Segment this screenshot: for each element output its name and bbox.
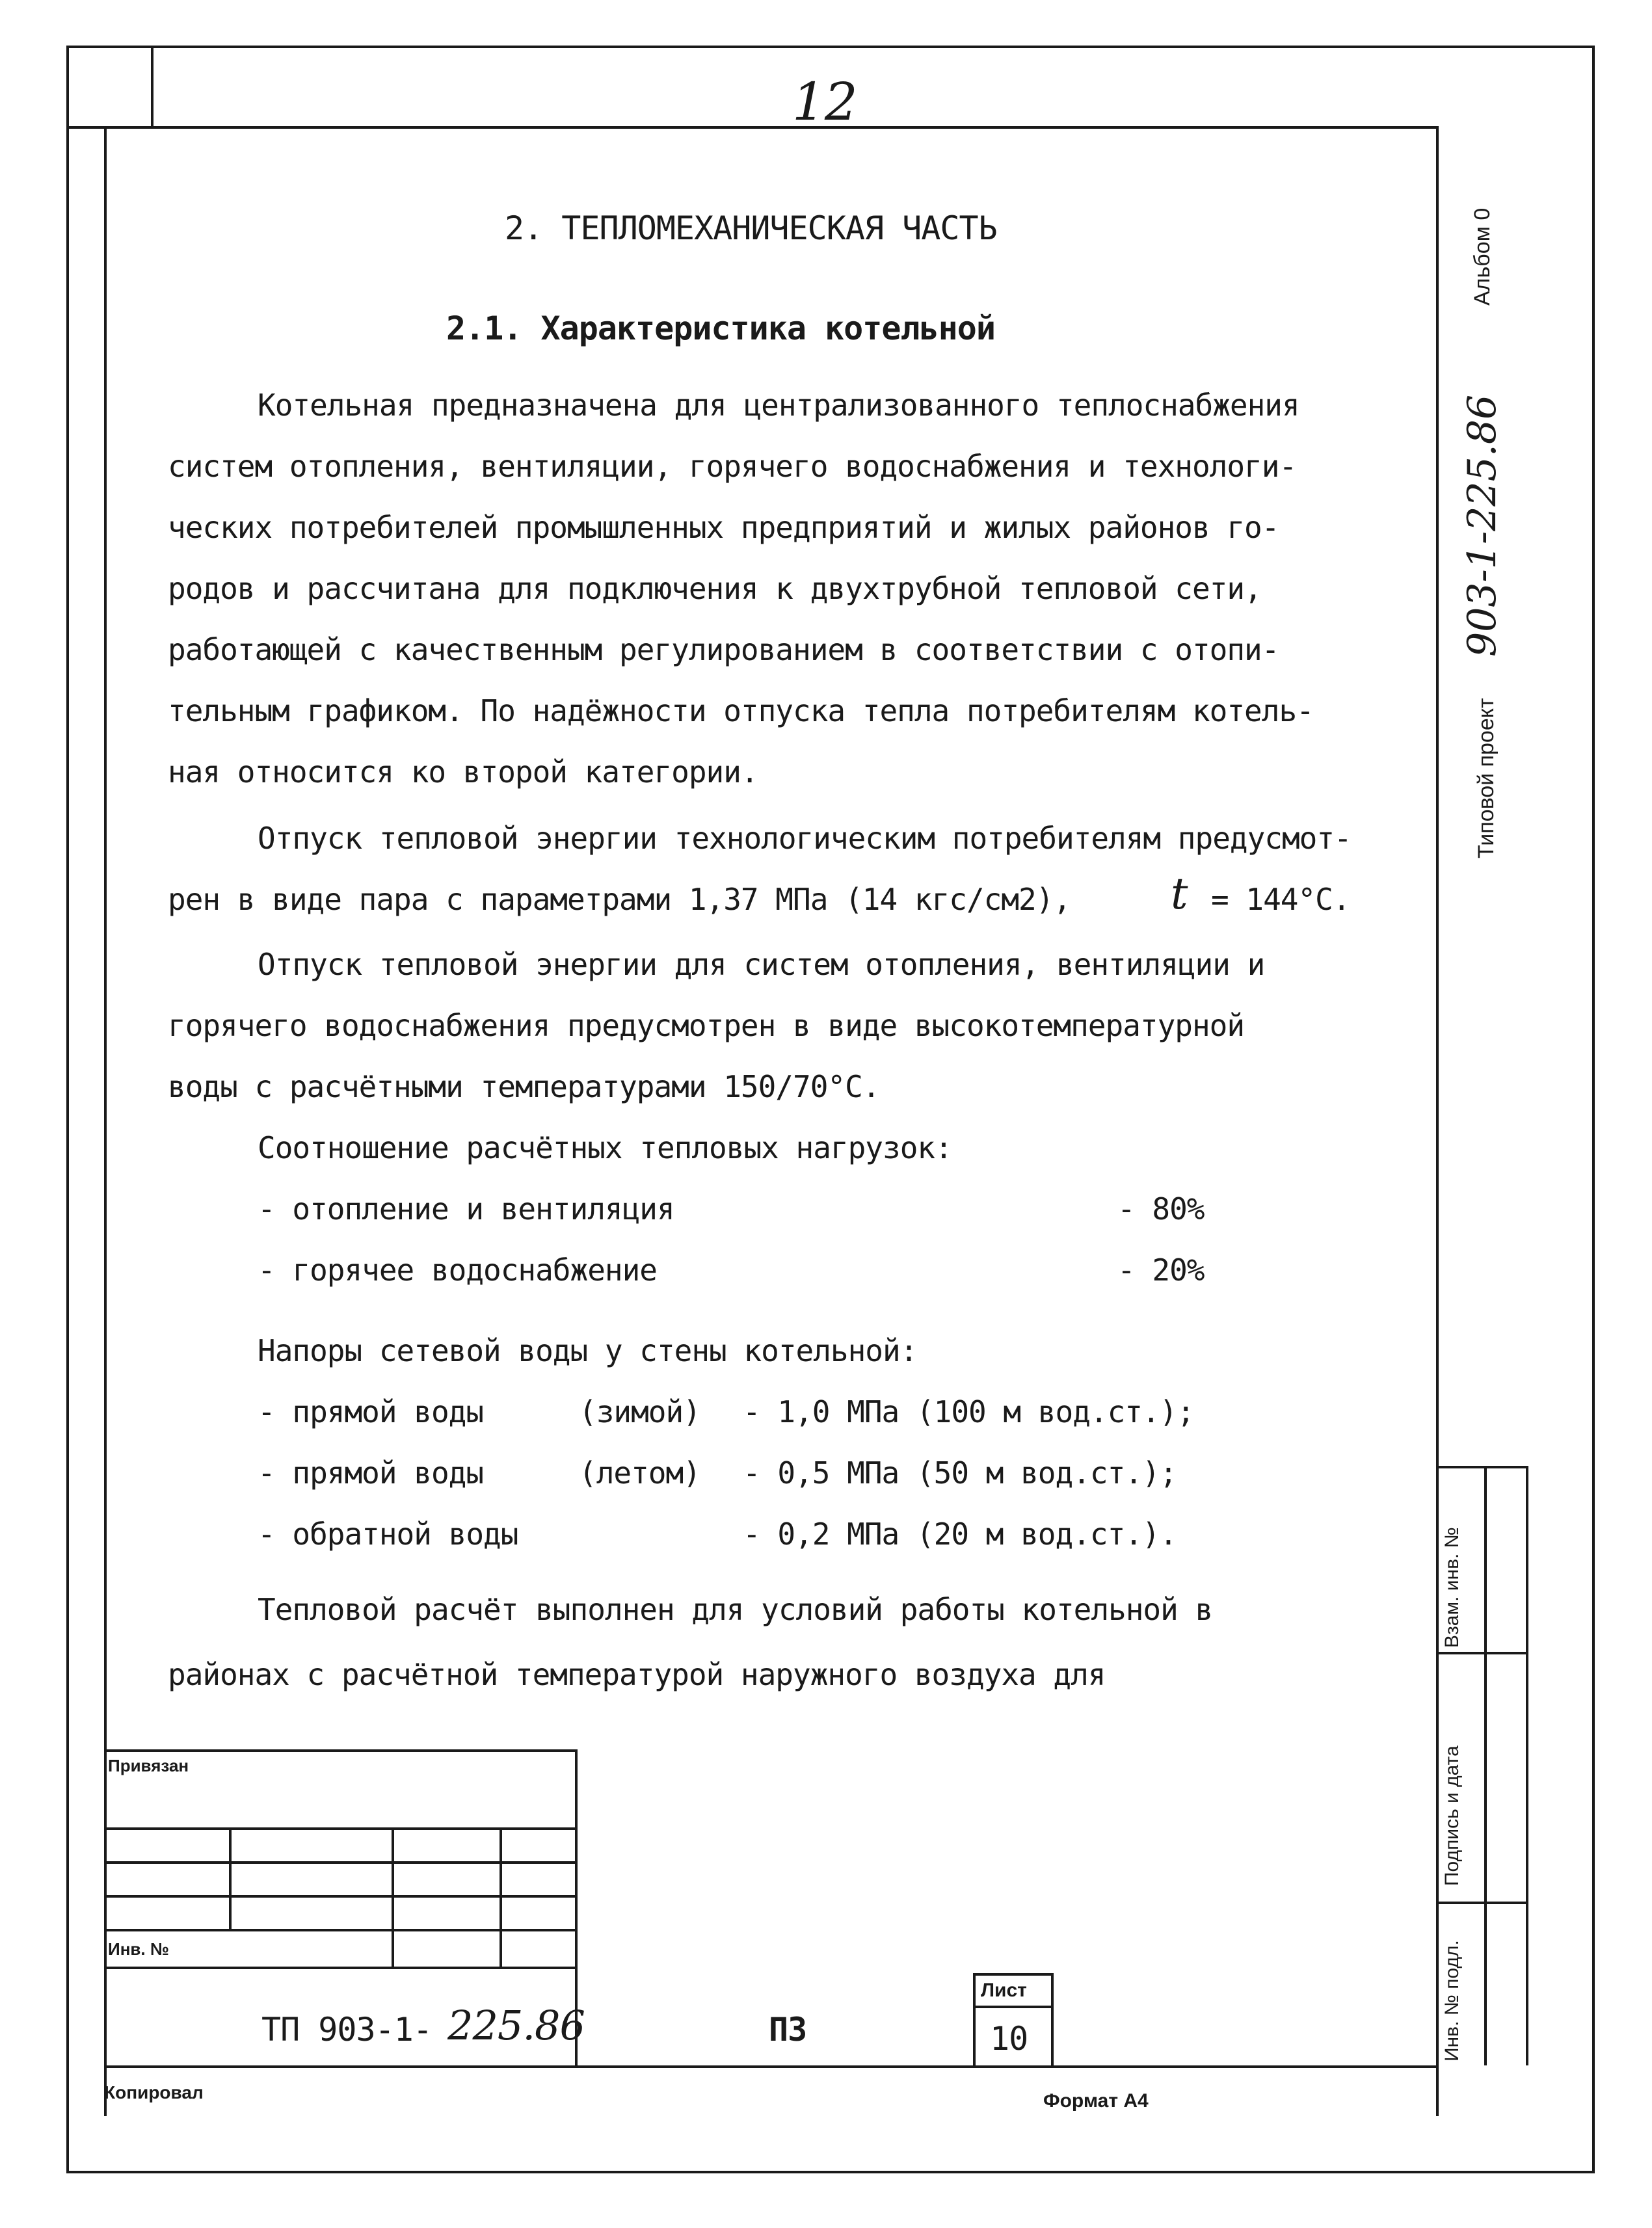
project-label: Типовой проект [1474,698,1499,858]
bind-h3 [104,1895,578,1898]
steam-temp-value: = 144°C. [1211,882,1350,917]
podpis-data-label: Подпись и дата [1441,1745,1463,1886]
side-column-mid [1484,1466,1487,2065]
text-line-11: горячего водоснабжения предусмотрен в виде высокотемпературной [168,1008,1245,1043]
pressure-label-3: - обратной воды [258,1517,518,1552]
inv-podl-label: Инв. № подл. [1441,1940,1463,2062]
frame-right [1592,46,1595,2173]
pressure-heading: Напоры сетевой воды у стены котельной: [258,1333,918,1368]
inner-frame-top [104,126,1439,129]
text-line-10: Отпуск тепловой энергии для систем отопления, вентиляции и [258,947,1265,982]
copied-label: Копировал [104,2082,204,2102]
load-value-2: - 20% [1117,1253,1205,1288]
inner-frame-left [104,126,107,2116]
inv-no-label: Инв. № [108,1939,169,1959]
doc-code-handwritten: 225.86 [447,2002,585,2049]
bind-v2 [392,1827,394,1969]
load-label-2: - горячее водоснабжение [258,1253,657,1288]
vzam-inv-label: Взам. инв. № [1441,1527,1463,1648]
inner-frame-bottom [104,2065,1439,2068]
pressure-season-2: (летом) [579,1455,700,1491]
subsection-title: 2.1. Характеристика котельной [446,310,995,347]
load-value-1: - 80% [1117,1191,1205,1227]
pressure-value-2: - 0,5 МПа (50 м вод.ст.); [743,1455,1177,1491]
corner-box-vertical [151,46,153,127]
steam-temp-symbol: t [1171,869,1188,919]
project-code: 903-1-225.86 [1459,394,1505,657]
side-column-left [1436,1466,1439,2065]
pressure-value-3: - 0,2 МПа (20 м вод.ст.). [743,1517,1177,1552]
privyazan-label: Привязан [108,1756,189,1775]
text-line-3: ческих потребителей промышленных предприятий и жилых районов го- [168,510,1279,545]
text-line-8: Отпуск тепловой энергии технологическим потребителям предусмот- [258,821,1352,856]
bind-h1 [104,1827,578,1830]
pressure-season-1: (зимой) [579,1394,700,1429]
sheet-box-mid [973,2006,1054,2008]
side-divider-1 [1436,1652,1528,1654]
frame-top [66,46,1595,48]
pressure-label-2: - прямой воды [258,1455,484,1491]
side-column-top [1436,1466,1528,1468]
bind-h2 [104,1861,578,1864]
sheet-box-left [973,1973,976,2067]
doc-type: ПЗ [769,2011,807,2049]
text-line-9: рен в виде пара с параметрами 1,37 МПа (14 кгс/см2), [168,882,1071,917]
text-line-4: родов и рассчитана для подключения к двухтрубной тепловой сети, [168,571,1262,606]
side-column-right [1526,1466,1528,2065]
sheet-number: 10 [990,2020,1028,2058]
bind-v1 [229,1827,232,1931]
frame-left [66,46,69,2172]
sheet-box-top [973,1973,1054,1976]
side-divider-2 [1436,1902,1528,1904]
text-line-2: систем отопления, вентиляции, горячего водоснабжения и технологи- [168,449,1297,484]
text-line-12: воды с расчётными температурами 150/70°С. [168,1069,880,1104]
closing-line-2: районах с расчётной температурой наружного воздуха для [168,1657,1106,1692]
text-line-1: Котельная предназначена для централизованного теплоснабжения [258,388,1299,423]
closing-line-1: Тепловой расчёт выполнен для условий работы котельной в [258,1592,1213,1627]
format-label: Формат А4 [1043,2090,1149,2112]
text-line-7: ная относится ко второй категории. [168,754,758,789]
doc-code-prefix: ТП 903-1- [261,2011,432,2049]
bind-v3 [500,1827,502,1969]
bind-h4 [104,1929,578,1931]
text-line-13: Соотношение расчётных тепловых нагрузок: [258,1130,952,1165]
bind-h5 [104,1967,578,1969]
album-label: Альбом 0 [1470,207,1495,306]
section-title: 2. ТЕПЛОМЕХАНИЧЕСКАЯ ЧАСТЬ [505,209,997,247]
load-label-1: - отопление и вентиляция [258,1191,674,1227]
frame-bottom [66,2171,1595,2173]
text-line-5: работающей с качественным регулированием в соответствии с отопи- [168,632,1279,667]
sheet-box-right [1051,1973,1054,2067]
pressure-label-1: - прямой воды [258,1394,484,1429]
sheet-label: Лист [981,1980,1027,2001]
text-line-6: тельным графиком. По надёжности отпуска тепла потребителям котель- [168,693,1314,728]
bind-top [104,1749,578,1752]
page-number: 12 [792,72,857,132]
pressure-value-1: - 1,0 МПа (100 м вод.ст.); [743,1394,1195,1429]
